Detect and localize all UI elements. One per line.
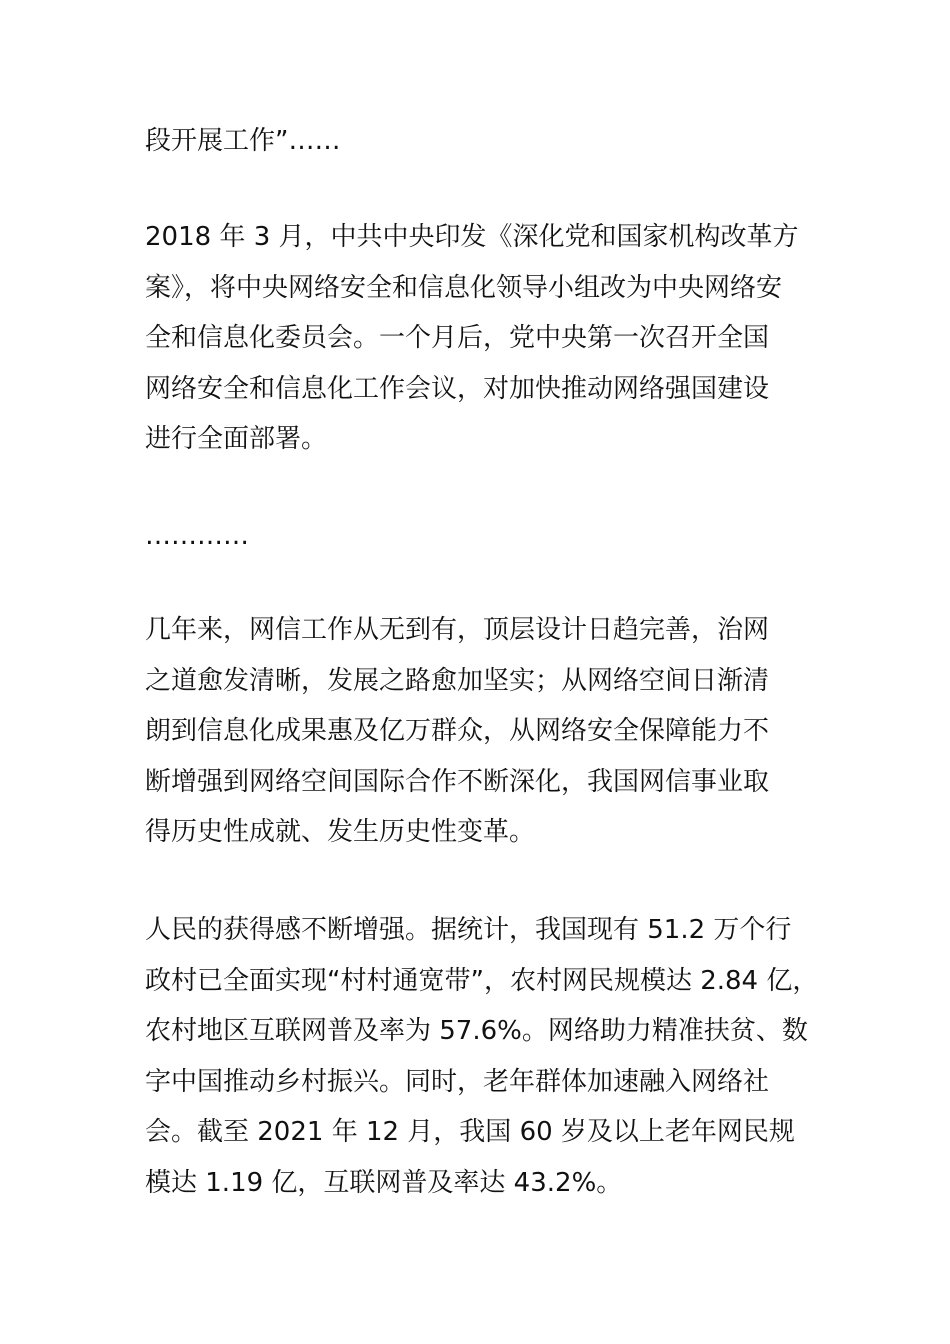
text-line: 断增强到网络空间国际合作不断深化，我国网信事业取 <box>145 766 770 797</box>
text-line: 之道愈发清晰，发展之路愈加坚实；从网络空间日渐清 <box>145 665 770 696</box>
text-line: 案》，将中央网络安全和信息化领导小组改为中央网络安 <box>145 272 783 303</box>
text-line: 进行全面部署。 <box>145 424 328 454</box>
paragraph-progress <box>145 605 825 858</box>
text-line: ………… <box>145 521 249 551</box>
text-line: 朗到信息化成果惠及亿万群众，从网络安全保障能力不 <box>145 716 770 746</box>
text-line: 段开展工作”…… <box>145 126 341 156</box>
text-line: 得历史性成就、发生历史性变革。 <box>145 817 536 847</box>
text-line: 会。截至 2021 年 12 月，我国 60 岁及以上老年网民规 <box>145 1117 795 1147</box>
text-line: 人民的获得感不断增强。据统计，我国现有 51.2 万个行 <box>145 915 792 945</box>
text-line: 模达 1.19 亿，互联网普及率达 43.2%。 <box>145 1167 623 1198</box>
text-line: 2018 年 3 月，中共中央印发《深化党和国家机构改革方 <box>145 222 799 252</box>
text-line: 农村地区互联网普及率为 57.6%。网络助力精准扶贫、数 <box>145 1016 808 1046</box>
text-line: 政村已全面实现“村村通宽带”，农村网民规模达 2.84 亿， <box>145 965 819 996</box>
paragraph-ellipsis <box>145 511 825 562</box>
paragraph-people <box>145 905 825 1208</box>
text-line: 字中国推动乡村振兴。同时，老年群体加速融入网络社 <box>145 1066 770 1097</box>
text-line: 几年来，网信工作从无到有，顶层设计日趋完善，治网 <box>145 615 770 645</box>
text-line: 网络安全和信息化工作会议，对加快推动网络强国建设 <box>145 373 770 404</box>
paragraph-reform <box>145 212 825 465</box>
paragraph-fragment <box>145 116 825 167</box>
text-line: 全和信息化委员会。一个月后，党中央第一次召开全国 <box>145 323 770 353</box>
